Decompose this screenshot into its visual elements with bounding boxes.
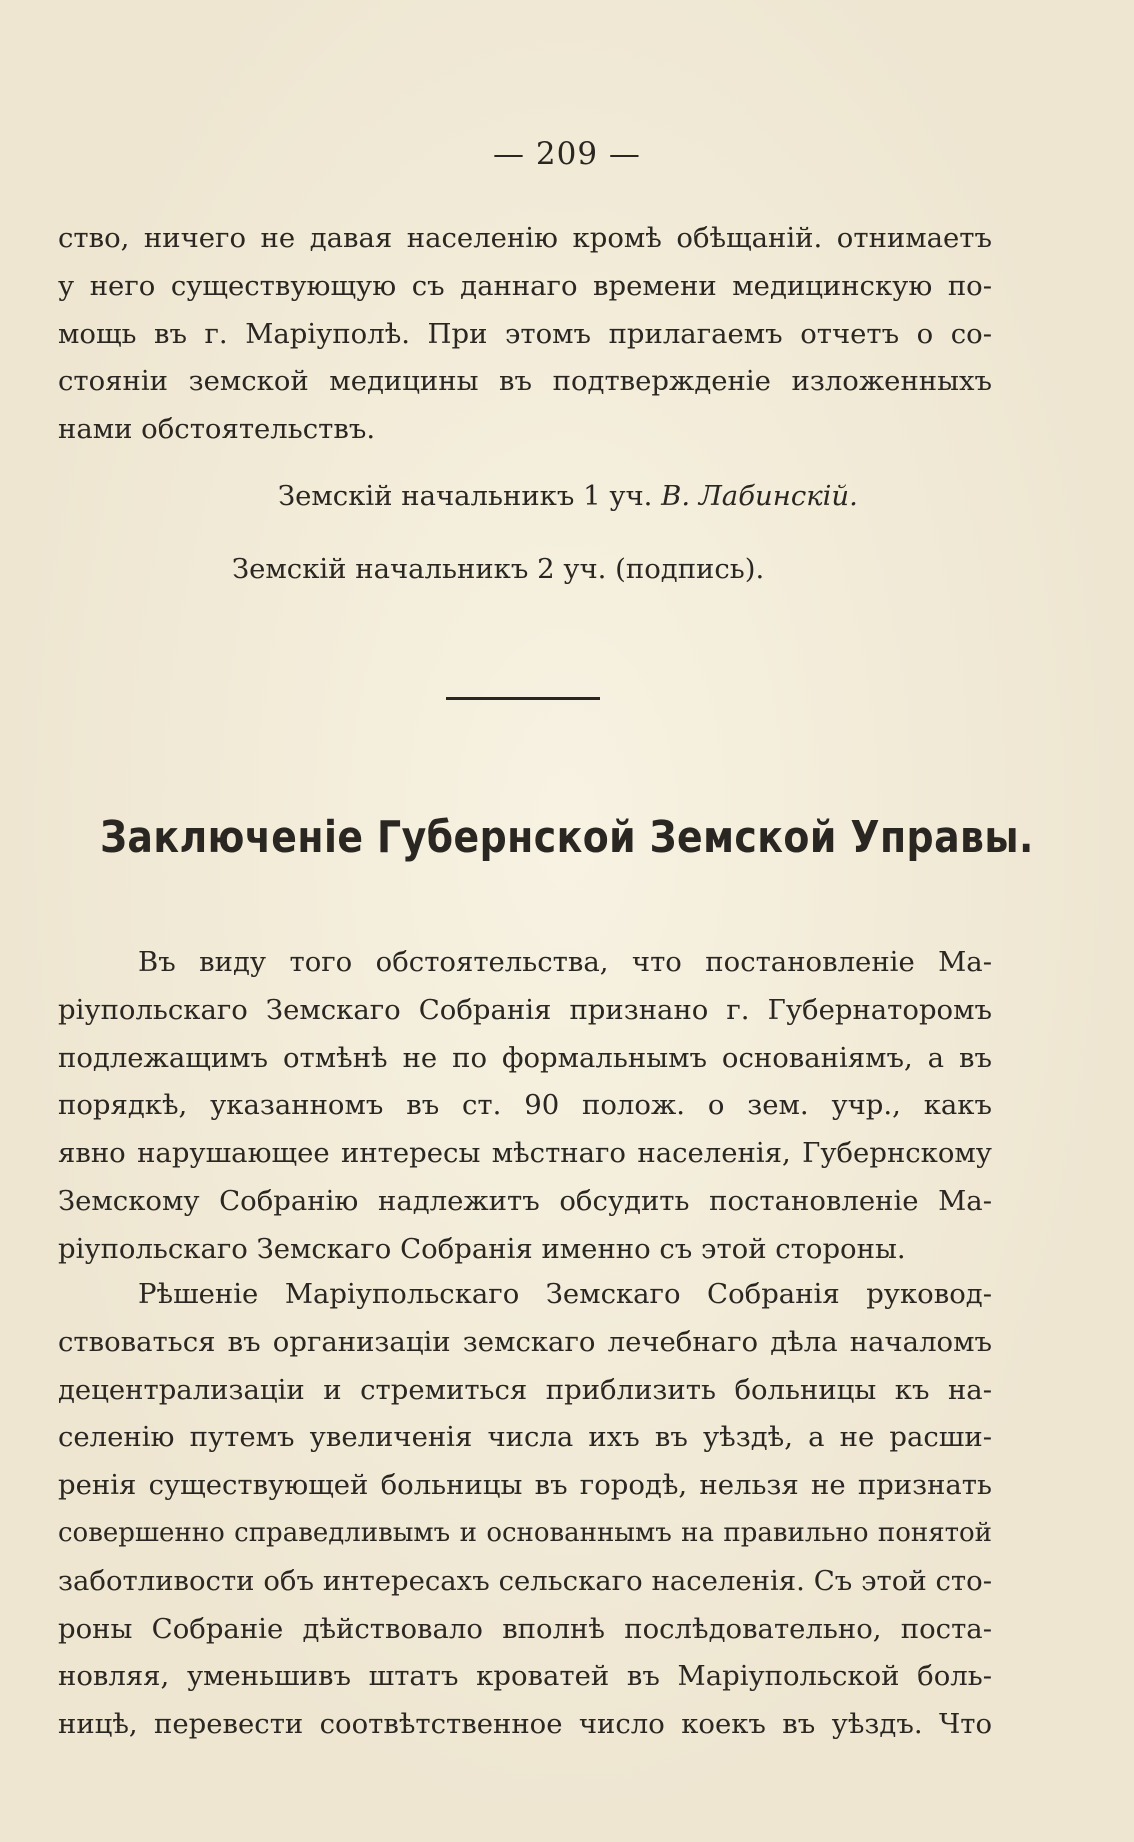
text-line: стояніи земской медицины въ подтвержденіе изложенныхъ xyxy=(58,365,992,398)
text-line: совершенно справедливымъ и основаннымъ на правильно понятой xyxy=(58,1517,992,1548)
text-line: ницѣ, перевести соотвѣтственное число коекъ въ уѣздъ. Что xyxy=(58,1708,992,1741)
signature-second xyxy=(232,553,764,585)
signature-second-title: Земскій начальникъ 2 уч. (подпись). xyxy=(232,553,765,585)
text-line: Рѣшеніе Маріупольскаго Земскаго Собранія руковод- xyxy=(138,1278,992,1310)
text-line: ренія существующей больницы въ городѣ, нельзя не признать xyxy=(58,1469,992,1502)
text-line: заботливости объ интересахъ сельскаго населенія. Съ этой сто- xyxy=(58,1564,992,1597)
text-line: новляя, уменьшивъ штатъ кроватей въ Маріупольской боль- xyxy=(58,1660,992,1693)
signature-first-name: В. Лабинскій. xyxy=(661,480,858,512)
text-line: децентрализаціи и стремиться приблизить больницы къ на- xyxy=(58,1373,992,1406)
intro-paragraph xyxy=(58,215,992,454)
text-line: явно нарушающее интересы мѣстнаго населенія, Губернскому xyxy=(58,1137,992,1170)
text-line: у него существующую съ даннаго времени медицинскую по- xyxy=(58,269,992,302)
text-line: ріупольскаго Земскаго Собранія именно съ этой стороны. xyxy=(58,1232,906,1265)
page-number: — 209 — xyxy=(493,136,641,172)
text-line: Земскому Собранію надлежитъ обсудить постановленіе Ма- xyxy=(58,1184,992,1217)
text-line: порядкѣ, указанномъ въ ст. 90 полож. о зем. учр., какъ xyxy=(58,1089,992,1122)
text-line: селенію путемъ увеличенія числа ихъ въ уѣздѣ, а не расши- xyxy=(58,1421,992,1454)
text-line: ріупольскаго Земскаго Собранія признано г. Губернаторомъ xyxy=(58,993,992,1026)
text-line: ствоваться въ организаціи земскаго лечебнаго дѣла началомъ xyxy=(58,1325,992,1358)
section-heading: Заключеніе Губернской Земской Управы. xyxy=(100,812,1034,863)
text-line: нами обстоятельствъ. xyxy=(58,413,376,446)
paragraph-two xyxy=(58,939,992,1274)
paragraph-three xyxy=(58,1271,992,1749)
text-line: роны Собраніе дѣйствовало вполнѣ послѣдовательно, поста- xyxy=(58,1612,992,1645)
text-line: ство, ничего не давая населенію кромѣ обѣщаній. отнимаетъ xyxy=(58,222,992,254)
signature-first xyxy=(278,480,858,512)
text-line: мощь въ г. Маріуполѣ. При этомъ прилагаемъ отчетъ о со- xyxy=(58,317,992,350)
section-divider xyxy=(446,697,600,700)
text-line: подлежащимъ отмѣнѣ не по формальнымъ основаніямъ, а въ xyxy=(58,1041,992,1074)
text-line: Въ виду того обстоятельства, что постановленіе Ма- xyxy=(138,946,992,978)
signature-first-title: Земскій начальникъ 1 уч. xyxy=(278,480,653,512)
